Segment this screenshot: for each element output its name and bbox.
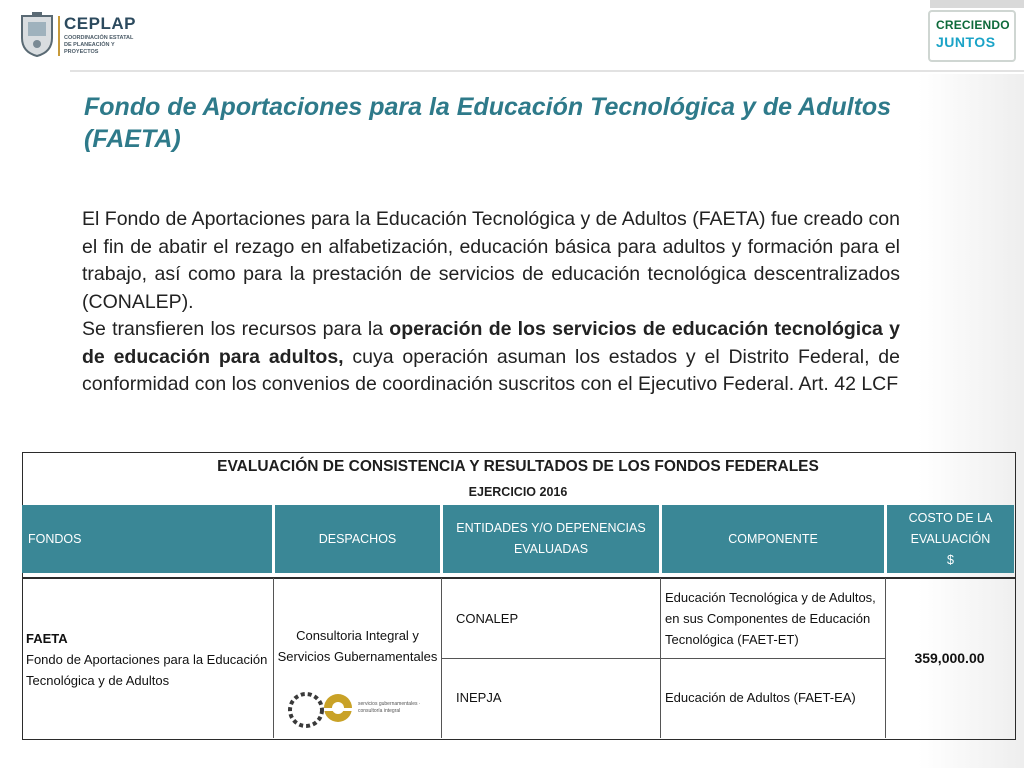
table-cell-entity-2: INEPJA bbox=[456, 690, 502, 705]
header-shadow bbox=[930, 0, 1024, 8]
despacho-logo bbox=[284, 690, 434, 730]
col-header-despachos: DESPACHOS bbox=[275, 505, 440, 573]
description bbox=[82, 206, 900, 399]
table-cell-cost: 359,000.00 bbox=[914, 650, 985, 666]
ceplap-subtitle bbox=[64, 35, 144, 56]
page-title: Fondo de Aportaciones para la Educación Tecnológica y de Adultos (FAETA) bbox=[84, 93, 892, 153]
col-header-componente: COMPONENTE bbox=[662, 505, 884, 573]
col-header-costo-line1: COSTO DE LA bbox=[908, 511, 993, 525]
creciendo-text: CRECIENDO bbox=[936, 18, 1010, 32]
col-header-costo-line3: $ bbox=[947, 553, 954, 567]
creciendo-juntos-logo bbox=[928, 10, 1016, 62]
despacho-logo-text: servicios gubernamentales · consultoría integral bbox=[358, 701, 421, 714]
paragraph-2 bbox=[82, 316, 900, 399]
row-divider bbox=[441, 658, 885, 659]
fondo-code: FAETA bbox=[26, 631, 68, 646]
table-cell-fondo bbox=[26, 628, 270, 691]
col-divider bbox=[273, 578, 274, 738]
ceplap-subtitle-line2: DE PLANEACIÓN Y PROYECTOS bbox=[64, 42, 115, 55]
ceplap-title: CEPLAP bbox=[64, 14, 136, 33]
paragraph-1: El Fondo de Aportaciones para la Educación Tecnológica y de Adultos (FAETA) fue creado con el fin de abatir el rezago en alfabetización, educación básica para adultos y formación para el trabajo, así como para la prestación de servicios de educación tecnológica descentralizados (CONALEP). bbox=[82, 208, 900, 313]
table-cell-component-2: Educación de Adultos (FAET-EA) bbox=[665, 690, 856, 705]
table-subtitle: EJERCICIO 2016 bbox=[468, 485, 568, 499]
table-cell-entity-1: CONALEP bbox=[456, 611, 519, 626]
paragraph-2-bold: operación de los servicios de educación tecnológica y de educación para adultos, bbox=[82, 318, 900, 368]
paragraph-2-part1: Se transfieren los recursos para la bbox=[82, 318, 390, 340]
logo-separator bbox=[58, 16, 60, 56]
despacho-name: Consultoria Integral y Servicios Gubernamentales bbox=[277, 628, 438, 664]
header-divider bbox=[70, 70, 1024, 72]
fondo-name: Fondo de Aportaciones para la Educación Tecnológica y de Adultos bbox=[26, 652, 268, 688]
ceplap-subtitle-line1: COORDINACIÓN ESTATAL bbox=[64, 35, 134, 41]
paragraph-2-part2: cuya operación asuman los estados y el Distrito Federal, de conformidad con los convenios de coordinación suscritos con el Ejecutivo Federal. Art. 42 LCF bbox=[82, 345, 900, 395]
col-header-costo bbox=[887, 505, 1014, 573]
table-cell-despacho bbox=[276, 625, 439, 667]
col-divider bbox=[885, 578, 886, 738]
col-header-entidades-text: ENTIDADES Y/O DEPENENCIAS EVALUADAS bbox=[456, 521, 646, 556]
col-header-costo-line2: EVALUACIÓN bbox=[910, 532, 991, 546]
table-cell-component-1: Educación Tecnológica y de Adultos, en sus Componentes de Educación Tecnológica (FAET-ET) bbox=[665, 590, 876, 647]
col-header-fondos: FONDOS bbox=[22, 505, 272, 573]
juntos-text: JUNTOS bbox=[936, 34, 996, 50]
col-header-entidades bbox=[443, 505, 659, 573]
table-title: EVALUACIÓN DE CONSISTENCIA Y RESULTADOS DE LOS FONDOS FEDERALES bbox=[217, 458, 819, 475]
coat-of-arms-icon bbox=[18, 10, 56, 58]
ceplap-logo bbox=[18, 10, 158, 62]
